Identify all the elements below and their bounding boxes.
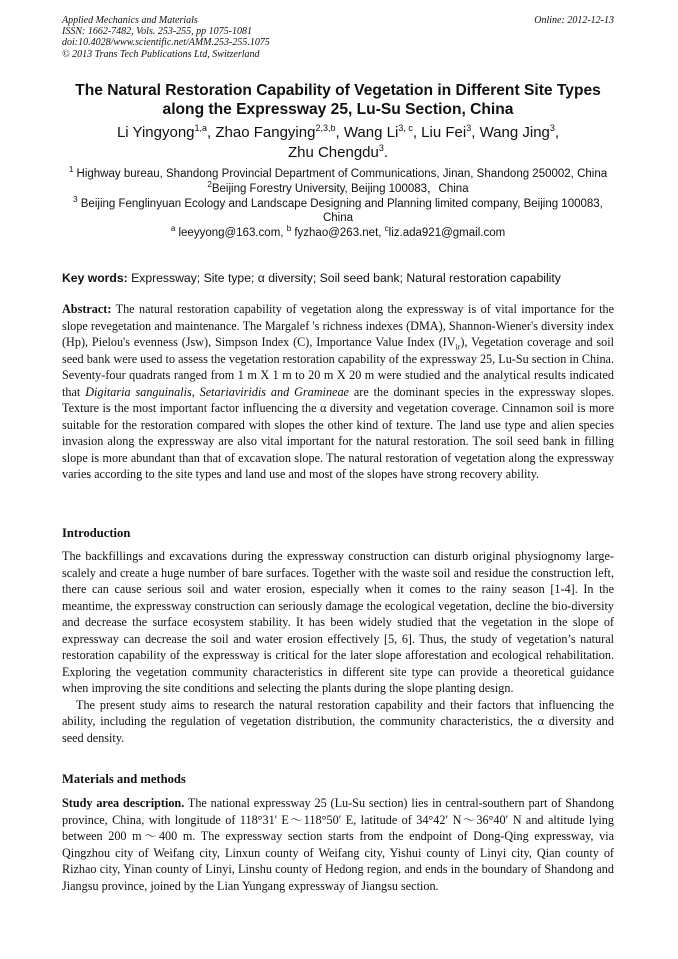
paragraph: The backfillings and excavations during the expressway construction can disturb original physiognomy large-scalely and create a huge number of bare surfaces. Together with the waste soil and residue the construction left, there can cause serious soil and water erosion, especially when it comes to the rainy season [1-4]. In the meantime, the expressway construction can seriously damage the ecological vegetation, decline the bio-diversity and decrease the surface ecosystem stability. It has been widely studied that the vegetation in the slope of expressway can decrease the soil and water erosion effectively [5, 6]. Thus, the study of vegetation’s natural restoration capability of the expressway is critical for the later slope afforestation and ecological rehabilitation. Exploring the vegetation community characteristics in different site type can provide a theoretical guidance when improving the site conditions and selecting the plants during the slope planting design.	[62, 549, 614, 695]
email-list: $^a$ leeyyong@163.com, $^b$ fyzhao@263.net, $^c$liz.ada921@gmail.com	[170, 224, 506, 240]
email-link[interactable]: fyzhao@263.net	[294, 227, 379, 240]
abstract-label: Abstract:	[62, 302, 112, 316]
email-link[interactable]: leeyyong@163.com	[178, 227, 281, 240]
keywords-text: Expressway; Site type; α diversity; Soil seed bank; Natural restoration capability	[131, 271, 561, 285]
affiliation-1: $^1$ Highway bureau, Shandong Provincial Department of Communications, Jinan, Shandong 250002, China	[68, 165, 608, 180]
keywords	[62, 271, 614, 286]
title-line-2: along the Expressway 25, Lu-Su Section, China	[162, 101, 514, 118]
author: Zhu Chengdu$^3$	[287, 143, 384, 161]
author: Zhao Fangying$^{2,3,b}$	[215, 123, 336, 141]
online-date: Online: 2012-12-13	[534, 15, 614, 26]
issn-line: ISSN: 1662-7482, Vols. 253-255, pp 1075-1081	[62, 26, 252, 38]
journal-name: Applied Mechanics and Materials	[62, 15, 198, 26]
abstract: Abstract: The natural restoration capability of vegetation along the expressway is of vital importance for the slope revegetation and maintenance. The Margalef 's richness indexes (DMA), Shannon-Wiener's diversity index (Hp), Pielou's evenness (Jsw), Simpson Index (C), Importance Value Index $(IV_{ir})$, Vegetation coverage and soil seed bank were used to assess the vegetation restoration capability of the expressway 25, Lu-Su section in China. Seventy-four quadrats ranged from 1 m X 1 m to 20 m X 20 m were studied and the analytical results indicated that Digitaria sanguinalis, Setariaviridis and Gramineae are the dominant species in the expressway slopes. Texture is the most important factor influencing the α diversity and vegetation coverage. Cinnamon soil is more suitable for the restoration compared with slopes the other kind of texture. The land use type and alien species invasion along the expressway are also vital important for the natural restoration. The soil seed bank in filling slope is more abundant than that of excavation slope. The natural restoration of vegetation along the expressway varies according to the site types and land use and most of the slopes have strong recovery ability.	[62, 302, 615, 481]
affiliations	[62, 167, 614, 241]
author: Li Yingyong$^{1,a}$	[116, 123, 208, 141]
author: Liu Fei$^3$	[421, 123, 472, 141]
author: Wang Li$^{3, c}$	[343, 123, 413, 141]
species-names: Digitaria sanguinalis, Setariaviridis and Gramineae	[85, 384, 349, 399]
subsection-label: Study area description.	[62, 796, 185, 810]
section-heading-methods: Materials and methods	[62, 772, 186, 786]
author-list: Li Yingyong$^{1,a}$, Zhao Fangying$^{2,3,b}$, Wang Li$^{3, c}$, Liu Fei$^3$, Wang Jing$^3$, Zhu Chengdu$^3$.	[116, 123, 560, 161]
doi-line[interactable]: doi:10.4028/www.scientific.net/AMM.253-255.1075	[62, 37, 270, 49]
affiliation-2: $^2$Beijing Forestry University, Beijing 100083，China	[207, 179, 469, 195]
email-link[interactable]: liz.ada921@gmail.com	[388, 227, 506, 240]
keywords-label: Key words:	[62, 271, 128, 285]
study-area-paragraph: Study area description. The national expressway 25 (Lu-Su section) lies in central-southern part of Shandong province, China, with longitude of 118°31' E～118°50′ E, latitude of 34°42′ N～36°40′ N and altitude lying between 200 m～400 m. The expressway section starts from the endpoint of Dong-Qing expressway, via Qingzhou city of Weifang city, Linxun county of Weifang city, Yishui county of Linyi city, Qian county of Rizhao city, Yinan county of Linyi, Linshu county of Hedong region, and ends in the boundary of Shandong and Jiangsu province, joined by the Lian Yungang expressway of Jiangsu section.	[62, 796, 615, 893]
copyright-line: © 2013 Trans Tech Publications Ltd, Switzerland	[62, 48, 260, 60]
section-heading-introduction: Introduction	[62, 526, 131, 540]
introduction-body	[62, 548, 614, 746]
author: Wang Jing$^3$	[479, 123, 555, 141]
journal-header	[62, 15, 462, 60]
affiliation-3: $^3$ Beijing Fenglinyuan Ecology and Landscape Designing and Planning limited company, Beijing 100083, China	[73, 194, 603, 225]
paper-title	[62, 81, 614, 119]
title-line-1: The Natural Restoration Capability of Vegetation in Different Site Types	[75, 82, 601, 99]
paragraph: The present study aims to research the natural restoration capability and their factors that influencing the ability, including the regulation of vegetation distribution, the community characteristics, the α diversity and seed density.	[62, 697, 614, 745]
